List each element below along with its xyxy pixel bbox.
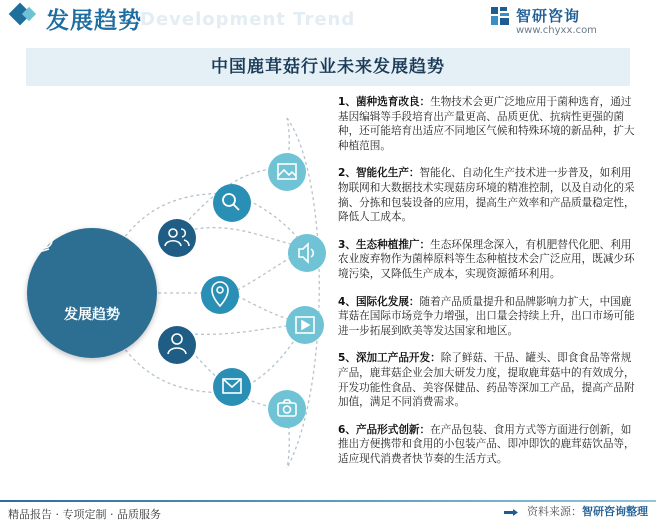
trend-item-text: 生态环保理念深入，有机肥替代化肥、利用农业废弃物作为菌棒原料等生态种植技术会广泛应用，既减少环境污染，又降低生产成本，实现资源循环利用。 — [338, 238, 635, 280]
logo-name: 智研咨询 — [516, 7, 581, 25]
center-node — [27, 228, 157, 358]
play-node — [286, 306, 324, 344]
footer-divider — [0, 500, 656, 502]
trend-item-title: 3、生态种植推广： — [338, 238, 431, 251]
footer-services: 精品报告 · 专项定制 · 品质服务 — [8, 508, 161, 521]
page-title: 发展趋势 — [46, 8, 142, 34]
section-banner — [26, 48, 630, 86]
trend-item — [338, 423, 638, 467]
trend-item-title: 2、智能化生产： — [338, 167, 420, 180]
mail-node — [213, 368, 251, 406]
pointing-hand-icon — [504, 508, 518, 517]
trend-item — [338, 351, 638, 409]
brand-logo — [490, 4, 640, 38]
camera-node — [268, 390, 306, 428]
source-label: 资料来源： — [527, 505, 582, 518]
logo-mark-icon — [490, 6, 510, 26]
search-node — [213, 184, 251, 222]
header-watermark: Development Trend — [140, 9, 356, 30]
location-node — [201, 276, 239, 314]
globe-hand-icon — [27, 228, 59, 260]
trend-diagram — [0, 88, 330, 500]
people-node — [158, 219, 196, 257]
center-label: 发展趋势 — [64, 307, 120, 323]
trend-item-text: 随着产品质量提升和品牌影响力扩大，中国鹿茸菇在国际市场竞争力增强，出口量会持续上升，出口市场可能进一步拓展到欧美等发达国家和地区。 — [338, 295, 635, 337]
trend-item-text: 除了鲜菇、干品、罐头、即食食品等常规产品，鹿茸菇企业会加大研发力度，提取鹿茸菇中的有效成分，开发功能性食品、美容保健品、药品等深加工产品，提高产品附加值，满足不同消费需求。 — [338, 352, 635, 409]
trend-item — [338, 166, 638, 224]
section-title: 中国鹿茸菇行业未来发展趋势 — [211, 57, 445, 77]
trend-item — [338, 295, 638, 339]
trend-item-title: 4、国际化发展： — [338, 295, 420, 308]
trend-item-title: 1、菌种选育改良： — [338, 96, 431, 108]
footer-source — [504, 503, 649, 519]
logo-url: www.chyxx.com — [516, 25, 597, 36]
user-node — [158, 326, 196, 364]
footer — [0, 500, 656, 525]
header — [0, 0, 656, 40]
trend-item-title: 5、深加工产品开发： — [338, 352, 441, 365]
trend-list — [338, 95, 638, 479]
trend-item — [338, 238, 638, 282]
image-node — [268, 153, 306, 191]
trend-item-text: 在产品包装、食用方式等方面进行创新，如推出方便携带和食用的小包装产品、即冲即饮的鹿茸菇饮品等，适应现代消费者快节奏的生活方式。 — [338, 423, 635, 465]
trend-item-title: 6、产品形式创新： — [338, 423, 431, 436]
speaker-node — [288, 234, 326, 272]
trend-item-text: 智能化、自动化生产技术进一步普及，如利用物联网和大数据技术实现菇房环境的精准控制，以及自动化的采摘、分拣和包装设备的应用，提高生产效率和产品质量稳定性，降低人工成本。 — [338, 167, 635, 224]
source-value: 智研咨询整理 — [582, 505, 648, 518]
trend-item-text: 生物技术会更广泛地应用于菌种选育，通过基因编辑等手段培育出产量更高、品质更优、抗病性更强的菌种，还可能培育出适应不同地区气候和特殊环境的新品种，扩大种植范围。 — [338, 96, 635, 152]
trend-item — [338, 95, 638, 153]
